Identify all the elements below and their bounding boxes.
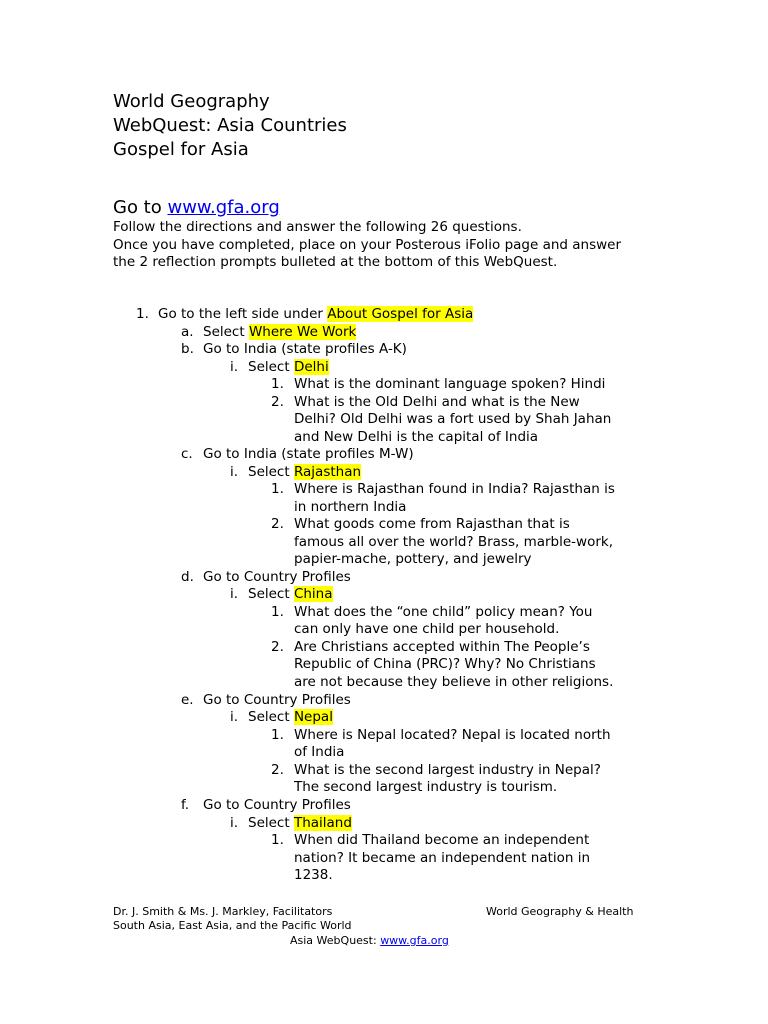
question-line: What is the second largest industry in Nepal? <box>294 762 601 778</box>
intro-line-2: Once you have completed, place on your Posterous iFolio page and answer the 2 reflection prompts bulleted at the bottom of this WebQuest. <box>113 236 622 270</box>
question-line: Where is Rajasthan found in India? Rajasthan is <box>294 481 615 497</box>
question-1-text: Go to the left side under <box>158 306 328 322</box>
footer-webquest-prefix: Asia WebQuest: <box>290 934 381 947</box>
question-line: 1238. <box>294 867 333 883</box>
list-marker: i. <box>230 709 239 725</box>
highlight-china: China <box>293 586 333 602</box>
list-marker: i. <box>230 359 239 375</box>
gfa-link[interactable]: www.gfa.org <box>167 197 280 218</box>
highlight-nepal: Nepal <box>293 709 333 725</box>
list-marker: i. <box>230 586 239 602</box>
item-f-i-text: Select <box>248 815 294 831</box>
list-marker: b. <box>181 341 194 357</box>
goto-line <box>113 196 280 220</box>
question-line: What is the Old Delhi and what is the New <box>294 394 580 410</box>
item-d-text: Go to Country Profiles <box>203 569 351 585</box>
question-delhi-1-text: What is the dominant language spoken? Hindi <box>294 376 606 392</box>
question-line: in northern India <box>294 499 407 515</box>
list-marker: i. <box>230 815 239 831</box>
header-webquest: WebQuest: Asia Countries <box>113 115 347 136</box>
item-e-text: Go to Country Profiles <box>203 692 351 708</box>
list-marker: a. <box>181 324 194 340</box>
highlight-delhi: Delhi <box>293 359 329 375</box>
list-marker: 1. <box>271 481 284 497</box>
goto-prefix: Go to <box>113 197 168 218</box>
question-line: Republic of China (PRC)? Why? No Christians <box>294 656 596 672</box>
header-topic: Gospel for Asia <box>113 139 249 160</box>
highlight-where-we-work: Where We Work <box>248 324 357 340</box>
item-c-text: Go to India (state profiles M-W) <box>203 446 414 462</box>
highlight-thailand: Thailand <box>293 815 352 831</box>
footer-facilitators: Dr. J. Smith & Ms. J. Markley, Facilitators <box>113 905 333 918</box>
question-line: are not because they believe in other religions. <box>294 674 614 690</box>
list-marker: i. <box>230 464 239 480</box>
question-line: Delhi? Old Delhi was a fort used by Shah Jahan <box>294 411 612 427</box>
footer-gfa-link[interactable]: www.gfa.org <box>380 934 449 947</box>
list-marker: 2. <box>271 394 284 410</box>
list-marker: d. <box>181 569 194 585</box>
list-marker: 1. <box>271 376 284 392</box>
question-line: can only have one child per household. <box>294 621 560 637</box>
list-marker: 2. <box>271 762 284 778</box>
question-line: of India <box>294 744 345 760</box>
footer-course: World Geography & Health <box>486 905 634 918</box>
highlight-rajasthan: Rajasthan <box>293 464 362 480</box>
footer-webquest <box>290 934 449 947</box>
question-line: nation? It became an independent nation in <box>294 850 591 866</box>
list-marker: f. <box>181 797 190 813</box>
item-a-text: Select <box>203 324 249 340</box>
item-b-text: Go to India (state profiles A-K) <box>203 341 407 357</box>
question-line: and New Delhi is the capital of India <box>294 429 539 445</box>
item-e-i-text: Select <box>248 709 294 725</box>
item-f-text: Go to Country Profiles <box>203 797 351 813</box>
list-marker: 1. <box>271 727 284 743</box>
question-line: What goods come from Rajasthan that is <box>294 516 570 532</box>
question-line: Where is Nepal located? Nepal is located north <box>294 727 611 743</box>
list-marker: 1. <box>271 832 284 848</box>
item-b-i-text: Select <box>248 359 294 375</box>
question-line: When did Thailand become an independent <box>294 832 590 848</box>
list-marker: 1. <box>271 604 284 620</box>
question-line: The second largest industry is tourism. <box>294 779 558 795</box>
list-marker: 1. <box>136 306 149 322</box>
footer-region: South Asia, East Asia, and the Pacific World <box>113 919 352 932</box>
item-d-i-text: Select <box>248 586 294 602</box>
question-line: What does the “one child” policy mean? You <box>294 604 593 620</box>
intro-text <box>113 219 633 272</box>
header-course: World Geography <box>113 91 270 112</box>
list-marker: c. <box>181 446 193 462</box>
list-marker: e. <box>181 692 194 708</box>
list-marker: 2. <box>271 639 284 655</box>
question-line: Are Christians accepted within The People’s <box>294 639 590 655</box>
question-line: famous all over the world? Brass, marble-work, <box>294 534 614 550</box>
item-c-i-text: Select <box>248 464 294 480</box>
list-marker: 2. <box>271 516 284 532</box>
highlight-about-gfa: About Gospel for Asia <box>327 306 474 322</box>
question-line: papier-mache, pottery, and jewelry <box>294 551 532 567</box>
intro-line-1: Follow the directions and answer the following 26 questions. <box>113 219 522 235</box>
